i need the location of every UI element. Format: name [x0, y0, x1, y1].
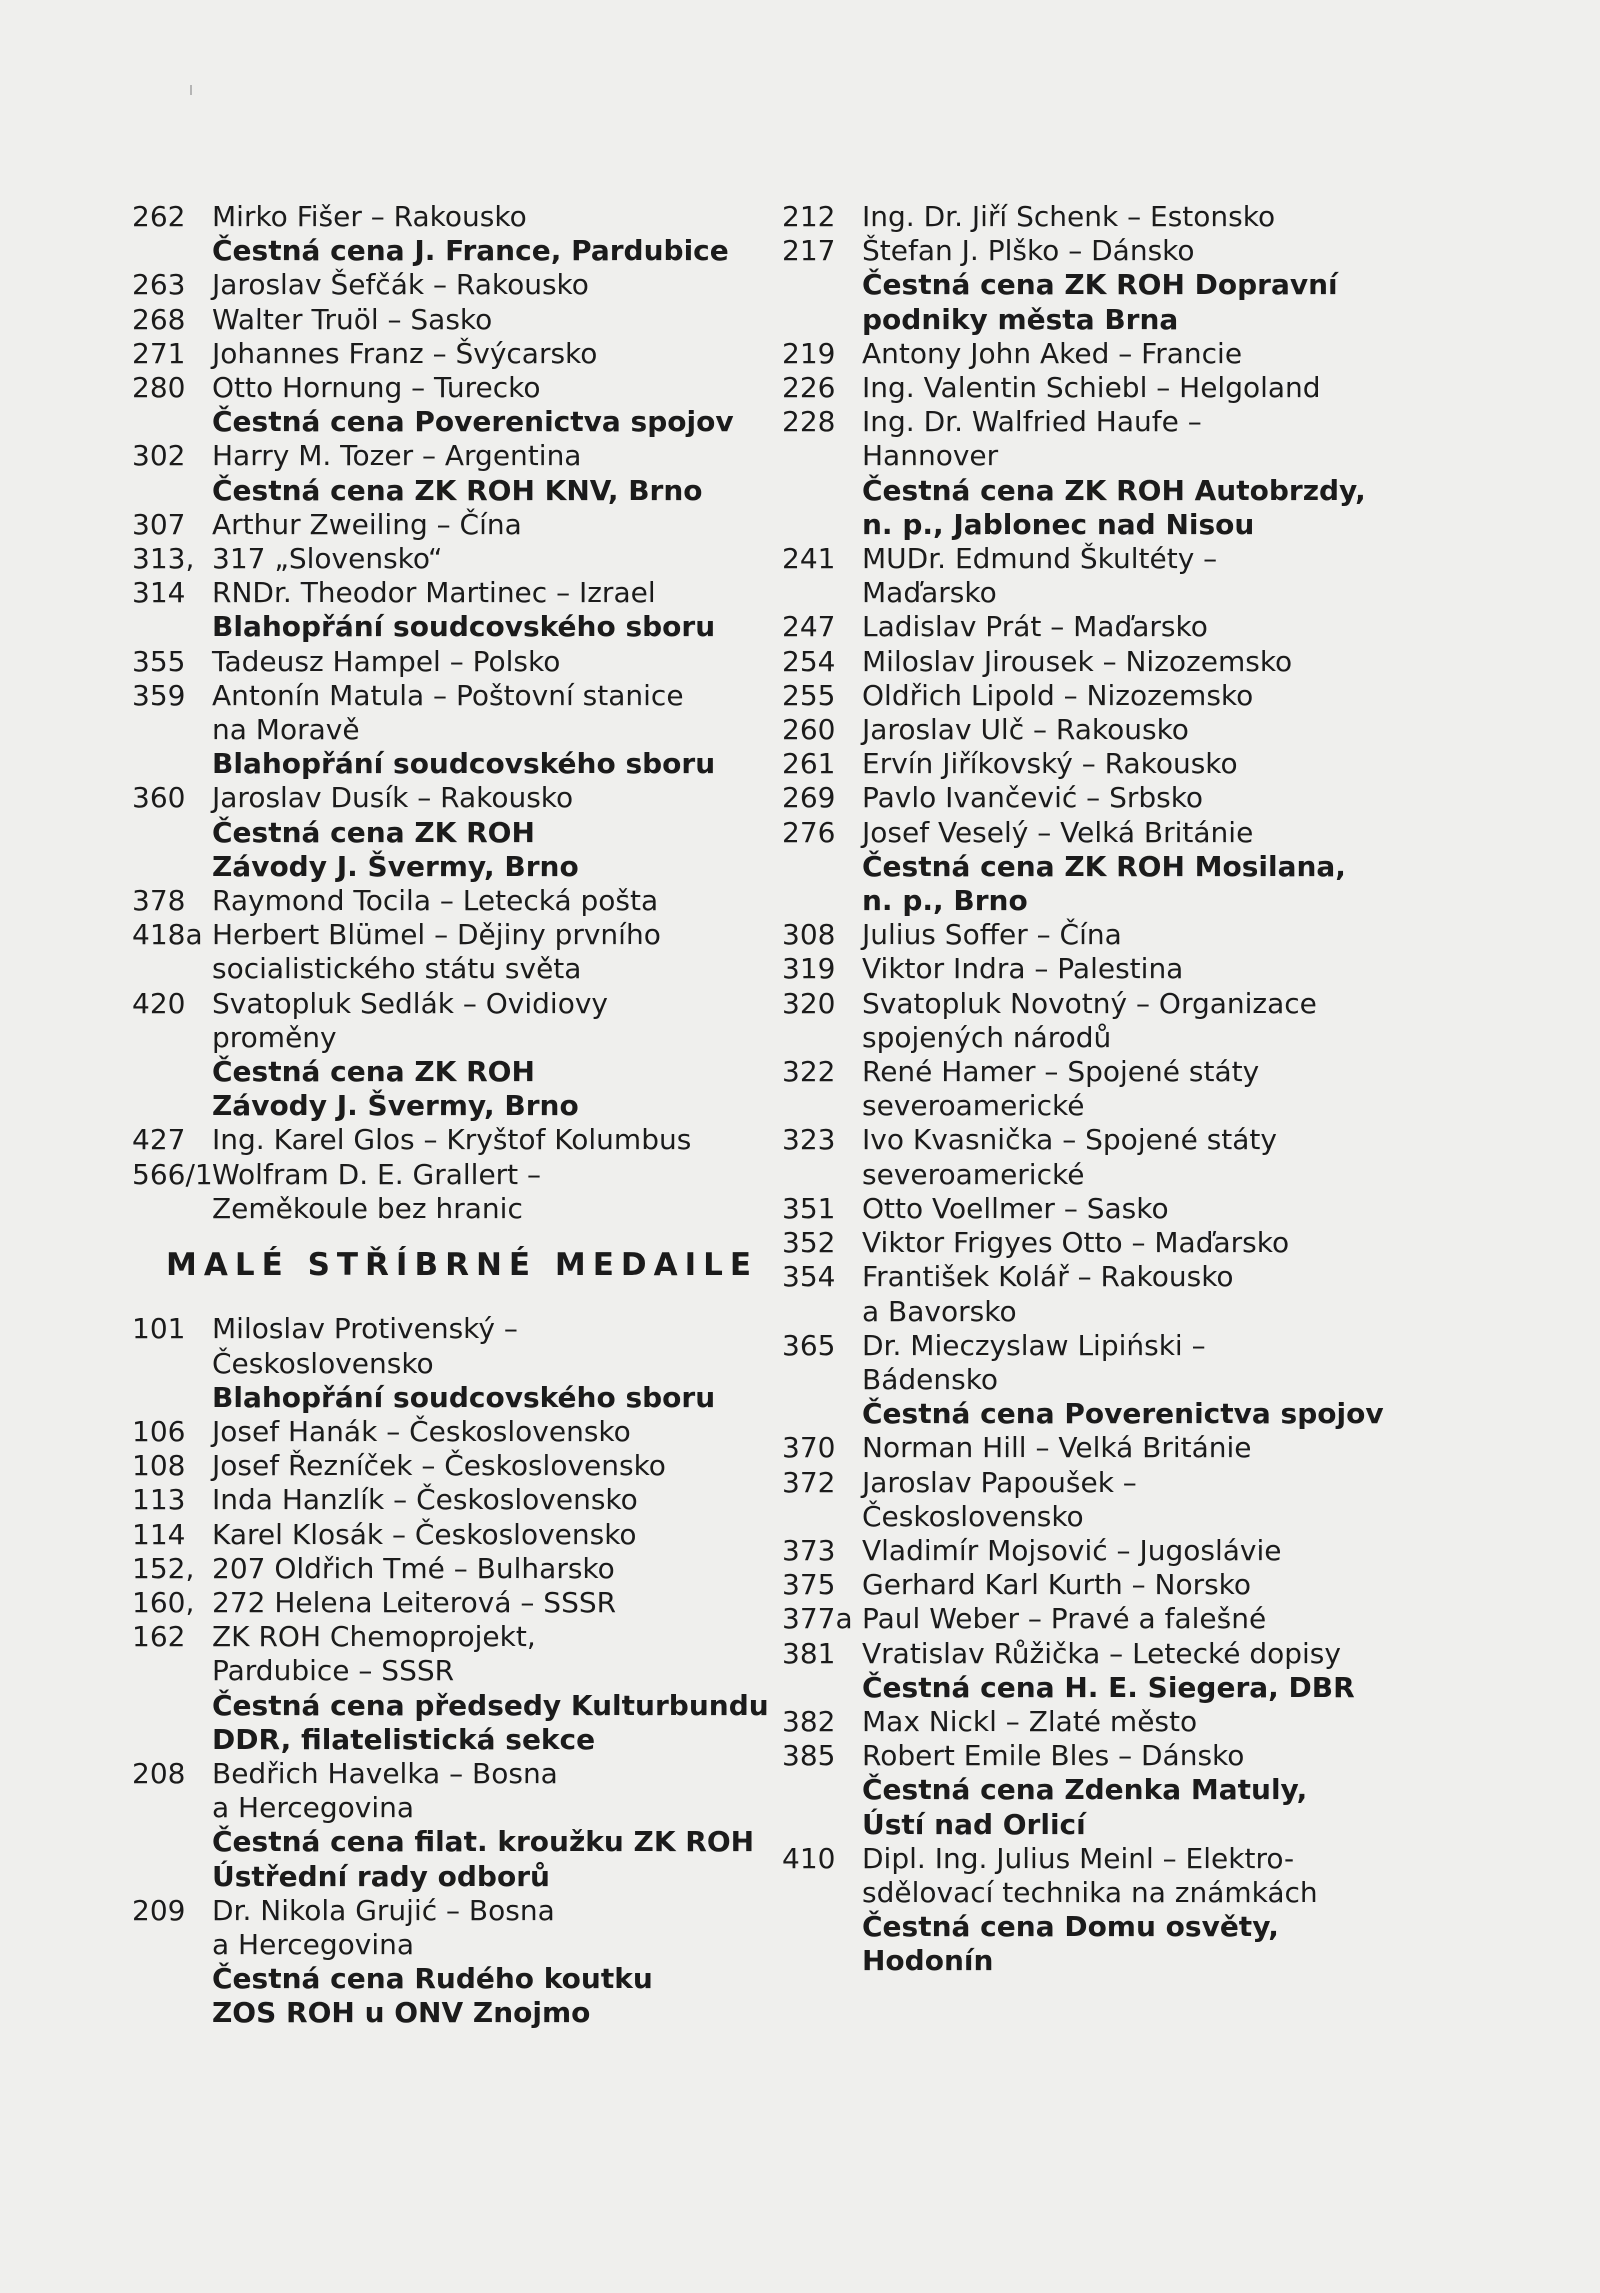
list-item — [782, 1568, 1422, 1602]
entry-body — [212, 1483, 752, 1517]
list-item — [782, 1602, 1422, 1636]
entry-number: 114 — [132, 1517, 186, 1551]
entry-number: 152, — [132, 1551, 195, 1585]
list-item — [782, 713, 1422, 747]
list-item — [782, 781, 1422, 815]
entry-text: Antonín Matula – Poštovní stanice — [212, 678, 684, 712]
entry-body — [212, 371, 752, 439]
list-item — [132, 884, 752, 918]
entry-body — [862, 1568, 1422, 1602]
list-item — [132, 1552, 752, 1586]
entry-text: Československo — [212, 1346, 434, 1380]
entry-text: René Hamer – Spojené státy — [862, 1055, 1260, 1089]
entry-text: Viktor Frigyes Otto – Maďarsko — [862, 1226, 1290, 1260]
award-text: n. p., Brno — [862, 884, 1028, 918]
list-item — [782, 610, 1422, 644]
entry-number: 268 — [132, 302, 186, 336]
entry-text: Bedřich Havelka – Bosna — [212, 1756, 558, 1790]
award-text: n. p., Jablonec nad Nisou — [862, 507, 1255, 541]
list-item — [782, 1055, 1422, 1123]
entry-number: 228 — [782, 405, 836, 439]
list-item — [782, 371, 1422, 405]
entry-text: Gerhard Karl Kurth – Norsko — [862, 1568, 1252, 1602]
entry-text: Max Nickl – Zlaté město — [862, 1704, 1198, 1738]
entry-number: 247 — [782, 610, 836, 644]
entry-list — [132, 200, 752, 1226]
entry-number: 360 — [132, 781, 186, 815]
entry-text: Norman Hill – Velká Británie — [862, 1431, 1252, 1465]
entry-text: Pardubice – SSSR — [212, 1654, 455, 1688]
list-item — [782, 679, 1422, 713]
entry-text: Ing. Valentin Schiebl – Helgoland — [862, 371, 1321, 405]
entry-body — [862, 371, 1422, 405]
award-text: Čestná cena předsedy Kulturbundu — [212, 1688, 769, 1722]
entry-text: socialistického státu světa — [212, 952, 582, 986]
entry-number: 313, — [132, 542, 195, 576]
entry-number: 319 — [782, 952, 836, 986]
entry-body — [862, 405, 1422, 542]
entry-number: 385 — [782, 1739, 836, 1773]
entry-text: Dr. Mieczyslaw Lipiński – — [862, 1328, 1206, 1362]
entry-text: Harry M. Tozer – Argentina — [212, 439, 582, 473]
award-text: Čestná cena Zdenka Matuly, — [862, 1773, 1308, 1807]
entry-text: Robert Emile Bles – Dánsko — [862, 1739, 1245, 1773]
award-text: Ústí nad Orlicí — [862, 1807, 1086, 1841]
entry-body — [212, 268, 752, 302]
entry-text: Antony John Aked – Francie — [862, 336, 1243, 370]
entry-body — [862, 234, 1422, 337]
entry-body — [862, 1534, 1422, 1568]
list-item — [782, 234, 1422, 337]
list-item — [132, 1756, 755, 1894]
entry-body — [212, 576, 752, 644]
list-item — [132, 1620, 769, 1757]
list-item — [782, 952, 1422, 986]
entry-number: 372 — [782, 1465, 836, 1499]
entry-body — [862, 200, 1422, 234]
list-item — [132, 200, 752, 268]
entry-body — [212, 1415, 752, 1449]
entry-number: 355 — [132, 644, 186, 678]
award-text: Čestná cena Rudého koutku — [212, 1962, 653, 1996]
entry-body — [212, 542, 752, 576]
award-text: Blahopřání soudcovského sboru — [212, 1380, 716, 1414]
list-item — [132, 1586, 752, 1620]
list-item — [132, 679, 752, 782]
entry-text: ZK ROH Chemoprojekt, — [212, 1620, 536, 1654]
entry-number: 212 — [782, 200, 836, 233]
list-item — [132, 268, 752, 302]
entry-text: proměny — [212, 1020, 337, 1054]
list-item — [132, 337, 752, 371]
entry-number: 262 — [132, 200, 186, 233]
entry-text: Karel Klosák – Československo — [212, 1517, 637, 1551]
entry-body — [862, 645, 1422, 679]
list-item — [782, 1705, 1422, 1739]
entry-body — [862, 1431, 1422, 1465]
entry-body — [212, 987, 752, 1124]
entry-body — [212, 918, 752, 986]
entry-body — [212, 508, 752, 542]
list-item — [782, 1739, 1422, 1842]
entry-body — [862, 610, 1422, 644]
award-text: Čestná cena ZK ROH KNV, Brno — [212, 473, 703, 507]
entry-text: Svatopluk Sedlák – Ovidiovy — [212, 986, 608, 1020]
award-text: Závody J. Švermy, Brno — [212, 849, 579, 883]
entry-text: Československo — [862, 1499, 1084, 1533]
entry-body — [862, 1705, 1422, 1739]
entry-text: Pavlo Ivančević – Srbsko — [862, 781, 1204, 815]
entry-number: 378 — [132, 884, 186, 918]
entry-text: Miloslav Protivenský – — [212, 1312, 518, 1346]
entry-number: 418a — [132, 918, 203, 952]
entry-text: Jaroslav Ulč – Rakousko — [862, 713, 1189, 747]
award-text: Čestná cena ZK ROH Autobrzdy, — [862, 473, 1366, 507]
entry-body — [862, 679, 1422, 713]
entry-text: Svatopluk Novotný – Organizace — [862, 986, 1317, 1020]
entry-text: severoamerické — [862, 1089, 1085, 1123]
entry-number: 314 — [132, 576, 186, 610]
list-item — [132, 1894, 752, 2031]
entry-number: 208 — [132, 1756, 186, 1790]
list-item — [782, 200, 1422, 234]
section-heading: MALÉ STŘÍBRNÉ MEDAILE — [166, 1247, 759, 1284]
entry-text: sdělovací technika na známkách — [862, 1875, 1318, 1909]
award-text: Čestná cena ZK ROH Dopravní — [862, 268, 1338, 302]
entry-body — [212, 1518, 752, 1552]
entry-body — [862, 337, 1422, 371]
award-text: Ústřední rady odborů — [212, 1859, 550, 1893]
list-item — [782, 816, 1422, 919]
list-item — [132, 987, 752, 1124]
entry-list — [782, 200, 1422, 1979]
entry-number: 254 — [782, 644, 836, 678]
entry-number: 308 — [782, 918, 836, 952]
list-item — [782, 1123, 1422, 1191]
entry-text: Zeměkoule bez hranic — [212, 1191, 523, 1225]
award-text: Čestná cena Poverenictva spojov — [862, 1397, 1384, 1431]
award-text: Blahopřání soudcovského sboru — [212, 610, 716, 644]
entry-text: Ervín Jiříkovský – Rakousko — [862, 747, 1238, 781]
entry-body — [212, 1552, 752, 1586]
entry-body — [862, 1055, 1422, 1123]
award-text: Čestná cena Poverenictva spojov — [212, 405, 734, 439]
entry-body — [862, 781, 1422, 815]
entry-body — [862, 1637, 1422, 1705]
entry-number: 113 — [132, 1483, 186, 1517]
entry-number: 280 — [132, 371, 186, 405]
award-text: podniky města Brna — [862, 302, 1179, 336]
entry-number: 382 — [782, 1704, 836, 1738]
entry-number: 566/1 — [132, 1157, 213, 1191]
entry-text: Miloslav Jirousek – Nizozemsko — [862, 644, 1293, 678]
entry-body — [212, 337, 752, 371]
entry-text: Vladimír Mojsović – Jugoslávie — [862, 1533, 1282, 1567]
entry-body — [212, 200, 752, 268]
entry-body — [862, 816, 1422, 919]
entry-number: 377a — [782, 1602, 853, 1636]
entry-body — [212, 1123, 752, 1157]
entry-text: Dipl. Ing. Julius Meinl – Elektro- — [862, 1841, 1295, 1875]
entry-text: Jaroslav Papoušek – — [862, 1465, 1137, 1499]
entry-text: Mirko Fišer – Rakousko — [212, 200, 527, 233]
entry-body — [862, 1329, 1422, 1432]
list-item — [782, 987, 1422, 1055]
entry-text: RNDr. Theodor Martinec – Izrael — [212, 576, 656, 610]
entry-number: 241 — [782, 542, 836, 576]
entry-number: 352 — [782, 1226, 836, 1260]
entry-body — [862, 987, 1422, 1055]
entry-text: Vratislav Růžička – Letecké dopisy — [862, 1636, 1341, 1670]
list-item — [132, 1158, 752, 1226]
entry-body — [862, 542, 1422, 610]
entry-number: 373 — [782, 1533, 836, 1567]
entry-body — [212, 439, 752, 507]
entry-text: Tadeusz Hampel – Polsko — [212, 644, 561, 678]
list-item — [782, 1431, 1422, 1465]
list-item — [132, 542, 752, 576]
entry-number: 354 — [782, 1260, 836, 1294]
list-item — [132, 576, 752, 644]
entry-body — [212, 1158, 752, 1226]
entry-number: 260 — [782, 713, 836, 747]
entry-number: 381 — [782, 1636, 836, 1670]
award-text: DDR, filatelistická sekce — [212, 1722, 596, 1756]
entry-number: 108 — [132, 1449, 186, 1483]
list-item — [782, 645, 1422, 679]
entry-text: Josef Řezníček – Československo — [212, 1449, 666, 1483]
entry-text: František Kolář – Rakousko — [862, 1260, 1234, 1294]
entry-number: 410 — [782, 1841, 836, 1875]
entry-number: 351 — [782, 1191, 836, 1225]
entry-text: Ing. Karel Glos – Kryštof Kolumbus — [212, 1123, 692, 1157]
left-column — [132, 200, 769, 2031]
list-item — [132, 1483, 752, 1517]
entry-body — [862, 1192, 1422, 1226]
entry-body — [212, 1586, 752, 1620]
entry-number: 276 — [782, 815, 836, 849]
entry-number: 365 — [782, 1328, 836, 1362]
entry-number: 226 — [782, 371, 836, 405]
entry-text: Walter Truöl – Sasko — [212, 302, 493, 336]
entry-text: Arthur Zweiling – Čína — [212, 507, 522, 541]
entry-text: spojených národů — [862, 1020, 1112, 1054]
entry-text: Herbert Blümel – Dějiny prvního — [212, 918, 661, 952]
list-item — [782, 918, 1422, 952]
award-text: Čestná cena ZK ROH — [212, 1055, 535, 1089]
award-text: Čestná cena H. E. Siegera, DBR — [862, 1670, 1355, 1704]
entry-number: 307 — [132, 507, 186, 541]
entry-text: Jaroslav Šefčák – Rakousko — [212, 268, 589, 302]
list-item — [782, 405, 1422, 542]
entry-body — [862, 1466, 1422, 1534]
entry-body — [862, 1260, 1422, 1328]
list-item — [132, 303, 752, 337]
scan-mark — [190, 85, 192, 95]
entry-text: Julius Soffer – Čína — [862, 918, 1122, 952]
entry-number: 261 — [782, 747, 836, 781]
entry-text: Jaroslav Dusík – Rakousko — [212, 781, 574, 815]
entry-body — [212, 1312, 752, 1415]
entry-text: Paul Weber – Pravé a falešné — [862, 1602, 1267, 1636]
list-item — [132, 1449, 752, 1483]
right-column — [782, 200, 1422, 1979]
entry-text: Josef Hanák – Československo — [212, 1414, 631, 1448]
list-item — [132, 1518, 752, 1552]
entry-number: 271 — [132, 336, 186, 370]
entry-number: 269 — [782, 781, 836, 815]
entry-text: Raymond Tocila – Letecká pošta — [212, 884, 659, 918]
entry-body — [862, 1602, 1422, 1636]
entry-number: 160, — [132, 1585, 195, 1619]
list-item — [782, 1192, 1422, 1226]
entry-number: 370 — [782, 1431, 836, 1465]
entry-text: Bádensko — [862, 1362, 999, 1396]
entry-body — [212, 884, 752, 918]
list-item — [782, 1842, 1422, 1979]
entry-body — [862, 1123, 1422, 1191]
entry-text: Štefan J. Plško – Dánsko — [862, 234, 1195, 268]
entry-text: Ivo Kvasnička – Spojené státy — [862, 1123, 1277, 1157]
award-text: Čestná cena ZK ROH Mosilana, — [862, 849, 1346, 883]
entry-body — [862, 952, 1422, 986]
list-item — [132, 1415, 752, 1449]
entry-body — [212, 1757, 754, 1894]
entry-text: 317 „Slovensko“ — [212, 542, 443, 576]
entry-number: 359 — [132, 678, 186, 712]
entry-text: Hannover — [862, 439, 999, 473]
entry-body — [212, 1620, 769, 1757]
entry-body — [212, 303, 752, 337]
entry-number: 255 — [782, 678, 836, 712]
entry-body — [212, 1894, 752, 2031]
entry-number: 320 — [782, 986, 836, 1020]
entry-body — [862, 713, 1422, 747]
award-text: ZOS ROH u ONV Znojmo — [212, 1996, 591, 2030]
award-text: Čestná cena ZK ROH — [212, 815, 535, 849]
entry-body — [862, 1842, 1422, 1979]
entry-text: Ladislav Prát – Maďarsko — [862, 610, 1208, 644]
entry-body — [212, 645, 752, 679]
entry-text: a Hercegovina — [212, 1927, 415, 1961]
list-item — [782, 337, 1422, 371]
entry-text: Otto Voellmer – Sasko — [862, 1191, 1169, 1225]
entry-text: a Hercegovina — [212, 1791, 415, 1825]
entry-text: Oldřich Lipold – Nizozemsko — [862, 678, 1254, 712]
award-text: Čestná cena J. France, Pardubice — [212, 234, 729, 268]
award-text: Čestná cena filat. kroužku ZK ROH — [212, 1825, 755, 1859]
entry-text: Wolfram D. E. Grallert – — [212, 1157, 542, 1191]
award-text: Závody J. Švermy, Brno — [212, 1089, 579, 1123]
list-item — [782, 1637, 1422, 1705]
entry-text: Otto Hornung – Turecko — [212, 371, 541, 405]
list-item — [782, 1466, 1422, 1534]
list-item — [782, 1260, 1422, 1328]
entry-text: Ing. Dr. Jiří Schenk – Estonsko — [862, 200, 1276, 233]
entry-text: Ing. Dr. Walfried Haufe – — [862, 405, 1202, 439]
list-item — [132, 645, 752, 679]
list-item — [132, 508, 752, 542]
list-item — [782, 747, 1422, 781]
entry-text: a Bavorsko — [862, 1294, 1017, 1328]
entry-number: 101 — [132, 1312, 186, 1346]
entry-body — [212, 1449, 752, 1483]
entry-body — [862, 1739, 1422, 1842]
entry-number: 427 — [132, 1123, 186, 1157]
list-item — [132, 781, 752, 884]
list-item — [132, 371, 752, 439]
entry-number: 219 — [782, 336, 836, 370]
entry-number: 302 — [132, 439, 186, 473]
entry-number: 263 — [132, 268, 186, 302]
list-item — [782, 1226, 1422, 1260]
list-item — [132, 1123, 752, 1157]
entry-text: MUDr. Edmund Škultéty – — [862, 542, 1218, 576]
entry-number: 322 — [782, 1055, 836, 1089]
entry-text: Maďarsko — [862, 576, 997, 610]
entry-number: 323 — [782, 1123, 836, 1157]
entry-number: 217 — [782, 234, 836, 268]
entry-text: 272 Helena Leiterová – SSSR — [212, 1585, 617, 1619]
entry-number: 162 — [132, 1620, 186, 1654]
entry-text: na Moravě — [212, 713, 360, 747]
entry-number: 106 — [132, 1414, 186, 1448]
award-text: Čestná cena Domu osvěty, — [862, 1910, 1279, 1944]
list-item — [782, 1534, 1422, 1568]
entry-body — [862, 918, 1422, 952]
entry-text: Johannes Franz – Švýcarsko — [212, 336, 598, 370]
entry-list — [132, 1312, 769, 2030]
list-item — [132, 439, 752, 507]
award-text: Hodonín — [862, 1944, 994, 1978]
entry-body — [212, 781, 752, 884]
entry-number: 209 — [132, 1893, 186, 1927]
entry-body — [862, 1226, 1422, 1260]
list-item — [132, 918, 752, 986]
entry-text: 207 Oldřich Tmé – Bulharsko — [212, 1551, 615, 1585]
entry-text: Josef Veselý – Velká Británie — [862, 815, 1254, 849]
list-item — [132, 1312, 752, 1415]
entry-text: severoamerické — [862, 1157, 1085, 1191]
entry-text: Dr. Nikola Grujić – Bosna — [212, 1893, 555, 1927]
entry-body — [862, 747, 1422, 781]
entry-number: 375 — [782, 1568, 836, 1602]
award-text: Blahopřání soudcovského sboru — [212, 747, 716, 781]
entry-body — [212, 679, 752, 782]
entry-number: 420 — [132, 986, 186, 1020]
entry-text: Viktor Indra – Palestina — [862, 952, 1184, 986]
list-item — [782, 542, 1422, 610]
entry-text: Inda Hanzlík – Československo — [212, 1483, 638, 1517]
list-item — [782, 1329, 1422, 1432]
